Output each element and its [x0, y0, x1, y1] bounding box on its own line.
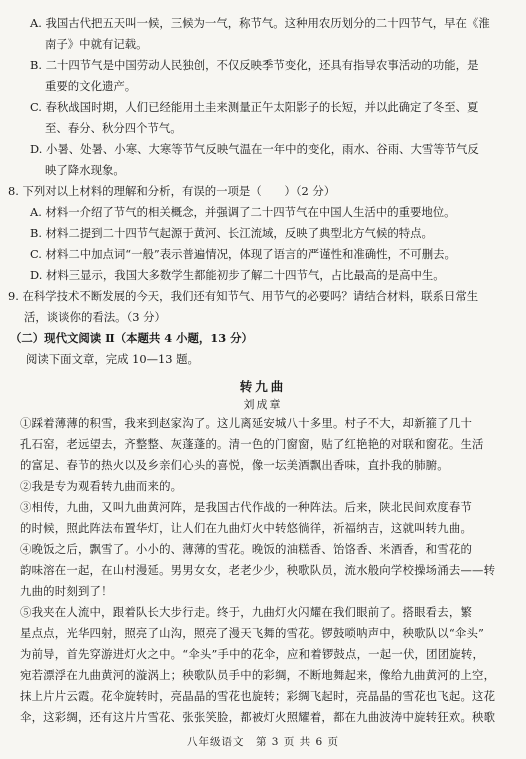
- text-line: 抹上片片云霞。花伞旋转时，亮晶晶的雪花也旋转；彩绸飞起时，亮晶晶的雪花也飞起。这花: [20, 689, 496, 703]
- text-line: 为前导，首先穿游进灯火之中。“伞头”手中的花伞，应和着锣鼓点，一起一伏，团团旋转，: [20, 647, 485, 661]
- text-line: C. 材料二中加点词“一般”表示普遍情况，体现了语言的严谨性和准确性，不可删去。: [30, 247, 456, 261]
- text-line: 至、春分、秋分四个节气。: [45, 121, 182, 135]
- text-line: D. 小暑、处暑、小寒、大寒等节气反映气温在一年中的变化，雨水、谷雨、大雪等节气反: [30, 142, 479, 156]
- text-line: 韵味溶在一起，在山村漫延。男男女女，老老少少，秧歌队员，流水般向学校操场涌去——转: [20, 563, 496, 577]
- text-line: D. 材料三显示，我国大多数学生都能初步了解二十四节气，占比最高的是高中生。: [30, 268, 445, 282]
- page-footer: 八年级语文 第 3 页 共 6 页: [186, 736, 340, 748]
- text-line: B. 二十四节气是中国劳动人民独创，不仅反映季节变化，还具有指导农事活动的功能，是: [30, 58, 479, 72]
- text-line: ③相传，九曲，又叫九曲黄河阵，是我国古代作战的一种阵法。后来，陕北民间欢度春节: [20, 500, 473, 514]
- text-line: 重要的文化遗产。: [45, 79, 137, 93]
- text-line: 伞，这彩绸，还有这片片雪花、张张笑脸，都被灯火照耀着，都在九曲波涛中旋转狂欢。秧歌: [20, 710, 496, 724]
- text-line: ②我是专为观看转九曲而来的。: [20, 479, 183, 493]
- text-line: 映了降水现象。: [45, 163, 125, 177]
- article-title: 转九曲: [239, 379, 287, 394]
- text-line: （二）现代文阅读 Ⅱ（本题共 4 小题，13 分）: [10, 331, 253, 345]
- text-line: A. 我国古代把五天叫一候，三候为一气，称节气。这种用农历划分的二十四节气，早在《淮: [30, 16, 490, 30]
- text-line: 九曲的时刻到了！: [20, 584, 113, 598]
- text-line: ④晚饭之后，飘雪了。小小的、薄薄的雪花。晚饭的油糕香、饴饹香、米酒香，和雪花的: [20, 542, 473, 556]
- text-line: 宛若漂浮在九曲黄河的漩涡上；秧歌队员手中的彩绸，不断地舞起来，像给九曲黄河的上空，: [20, 668, 496, 682]
- text-line: 阅读下面文章，完成 10—13 题。: [26, 352, 199, 366]
- text-line: A. 材料一介绍了节气的相关概念，并强调了二十四节气在中国人生活中的重要地位。: [30, 205, 456, 219]
- article-author: 刘成章: [243, 398, 283, 411]
- text-line: B. 材料二提到二十四节气起源于黄河、长江流域，反映了典型北方气候的特点。: [30, 226, 433, 240]
- text-line: ①踩着薄薄的积雪，我来到赵家沟了。这儿离延安城八十多里。村子不大，却新箍了几十: [20, 416, 473, 430]
- text-line: ⑤我夹在人流中，跟着队长大步行走。终于，九曲灯火闪耀在我们眼前了。搭眼看去，繁: [20, 605, 473, 619]
- text-line: 星点点，光华四射，照亮了山沟，照亮了漫天飞舞的雪花。锣鼓唢呐声中，秧歌队以“伞头”: [20, 626, 485, 640]
- text-line: 的时候，照此阵法布置华灯，让人们在九曲灯火中转悠徜徉，祈福纳吉，这就叫转九曲。: [20, 521, 473, 535]
- text-line: C. 春秋战国时期，人们已经能用土圭来测量正午太阳影子的长短，并以此确定了冬至、夏: [30, 100, 479, 114]
- text-line: 活，谈谈你的看法。（3 分）: [24, 310, 166, 324]
- text-line: 孔石窑，老远望去，齐整整、灰蓬蓬的。清一色的门窗窗，贴了红艳艳的对联和窗花。生活: [20, 437, 484, 451]
- text-line: 的富足、春节的热火以及乡亲们心头的喜悦，像一坛美酒飘出香味，直扑我的肺腑。: [20, 458, 449, 472]
- text-line: 9. 在科学技术不断发展的今天，我们还有知节气、用节气的必要吗？请结合材料，联系日常生: [8, 289, 479, 303]
- text-line: 南子》中就有记载。: [45, 37, 148, 51]
- text-line: 8. 下列对以上材料的理解和分析，有误的一项是（ ）（2 分）: [8, 184, 336, 198]
